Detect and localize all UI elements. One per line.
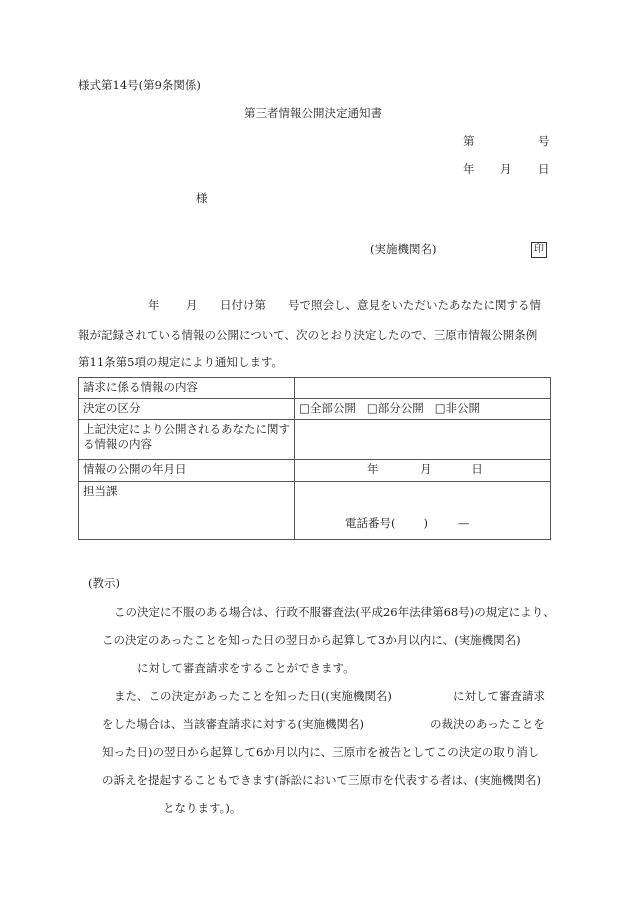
notice-heading: (教示) <box>88 576 120 590</box>
date-day: 日 <box>538 162 550 176</box>
row-value <box>295 419 551 459</box>
disclosure-date <box>295 459 551 481</box>
table-row <box>79 419 551 459</box>
option-partial-disclosure: □部分公開 <box>366 400 424 415</box>
contact-cell <box>295 481 551 539</box>
date-year: 年 <box>463 162 475 176</box>
notice-line: をした場合は、当該審査請求に対する(実施機関名) <box>102 717 364 731</box>
notice-line: の訴えを提起することもできます(訴訟において三原市を代表する者は、(実施機関名) <box>102 773 541 787</box>
disclosure-month: 月 <box>420 461 432 476</box>
phone-dash: — <box>458 516 470 530</box>
notice-line: また、この決定があったことを知った日((実施機関名) <box>114 689 392 703</box>
row-label: 決定の区分 <box>79 398 295 419</box>
row-label: 請求に係る情報の内容 <box>79 378 295 399</box>
phone-number <box>345 516 470 532</box>
table-row <box>79 398 551 419</box>
table-row <box>79 459 551 481</box>
notice-line: に対して審査請求 <box>453 689 545 703</box>
body-line1-rest: 号で照会し、意見をいただいたあなたに関する情 <box>288 298 541 312</box>
row-label: 担当課 <box>79 481 295 539</box>
decision-table <box>78 377 551 540</box>
body-line1-month: 月 <box>186 298 198 312</box>
addressee-suffix: 様 <box>196 191 208 205</box>
row-label: 上記決定により公開されるあなたに関する情報の内容 <box>79 419 295 459</box>
doc-number-prefix: 第 <box>463 134 475 148</box>
body-line1-dayno: 日付け第 <box>220 298 266 312</box>
date-month: 月 <box>500 162 512 176</box>
table-row <box>79 378 551 399</box>
document-title: 第三者情報公開決定通知書 <box>244 106 382 120</box>
issuer-name: (実施機関名) <box>370 242 437 256</box>
notice-line: 知った日)の翌日から起算して6か月以内に、三原市を被告としてこの決定の取り消し <box>102 745 540 759</box>
phone-label: 電話番号( <box>345 516 396 530</box>
seal-mark: 印 <box>531 242 547 258</box>
notice-line: に対して審査請求をすることができます。 <box>137 661 355 675</box>
disclosure-year: 年 <box>367 461 379 476</box>
body-line3: 第11条第5項の規定により通知します。 <box>78 355 284 369</box>
notice-line: この決定のあったことを知った日の翌日から起算して3か月以内に、(実施機関名) <box>102 633 521 647</box>
row-value <box>295 378 551 399</box>
notice-line: の裁決のあったことを <box>430 717 545 731</box>
doc-number-suffix: 号 <box>538 134 550 148</box>
row-label: 情報の公開の年月日 <box>79 459 295 481</box>
decision-options <box>295 398 551 419</box>
body-line2: 報が記録されている情報の公開について、次のとおり決定したので、三原市情報公開条例 <box>78 328 538 342</box>
form-number: 様式第14号(第9条関係) <box>78 78 201 92</box>
phone-close: ) <box>423 516 428 530</box>
body-line1-year: 年 <box>148 298 160 312</box>
notice-line: この決定に不服のある場合は、行政不服審査法(平成26年法律第68号)の規定により、 <box>114 605 555 619</box>
table-row <box>79 481 551 539</box>
option-full-disclosure: □全部公開 <box>299 400 356 415</box>
disclosure-day: 日 <box>471 461 483 476</box>
option-non-disclosure: □非公開 <box>434 400 481 415</box>
notice-line: となります。)。 <box>163 801 242 815</box>
